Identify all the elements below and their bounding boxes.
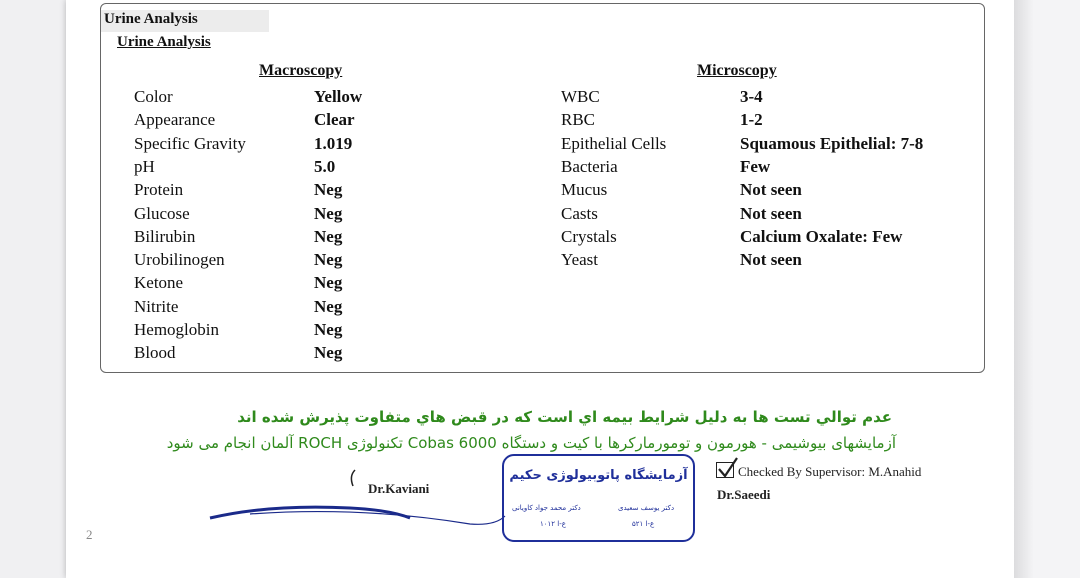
macro-row-value: 5.0 [314, 156, 336, 176]
macro-row-value: Neg [314, 203, 343, 223]
lab-stamp [502, 454, 695, 542]
micro-row-value: 3-4 [740, 87, 763, 106]
note-insurance: عدم توالي تست ها به دليل شرايط بيمه اي است كه در قبض هاي متفاوت پذيرش شده اند [237, 408, 892, 426]
macro-row-value: Clear [314, 110, 355, 130]
doctor-saeedi: Dr.Saeedi [717, 487, 771, 502]
section-header: Urine Analysis [104, 11, 198, 27]
micro-row-label: Epithelial Cells [561, 133, 667, 153]
micro-row-label: Crystals [561, 226, 617, 246]
micro-row-value: Squamous Epithelial: 7-8 [740, 133, 924, 153]
micro-row-value: Not seen [740, 250, 802, 270]
stamp-title: آزمایشگاه پاتوبیولوژی حکیم [509, 468, 688, 483]
macro-row-value: Neg [314, 343, 343, 363]
microscopy-title: Microscopy [697, 62, 777, 79]
macro-row-value: Neg [314, 273, 343, 293]
micro-row-value: Not seen [740, 203, 802, 223]
macro-row-value: Neg [314, 320, 343, 339]
macro-row-label: Urobilinogen [134, 250, 225, 270]
macro-row-label: Color [134, 87, 173, 106]
checkmark-icon [716, 462, 734, 478]
macro-row-value: Neg [314, 180, 343, 200]
macro-row-label: Blood [134, 343, 176, 363]
macro-row-value: 1.019 [314, 133, 353, 153]
macro-row-label: Ketone [134, 273, 184, 293]
macro-row-label: Glucose [134, 203, 190, 223]
macro-row-value: Neg [314, 296, 343, 316]
micro-row-label: RBC [561, 110, 596, 130]
supervisor-check: Checked By Supervisor: M.Anahid [738, 464, 922, 479]
stamp-left-name: دکتر محمد جواد کاویانی [512, 504, 581, 512]
macro-row-label: Nitrite [134, 296, 179, 316]
micro-row-label: Yeast [561, 250, 599, 270]
doctor-kaviani: Dr.Kaviani [368, 481, 430, 496]
micro-row-label: Bacteria [561, 156, 618, 176]
macroscopy-title: Macroscopy [259, 62, 343, 79]
macro-row-value: Neg [314, 250, 343, 270]
note-methodology: آزمایشهای بیوشیمی - هورمون و تومورمارکرها با کیت و دستگاه Cobas 6000 تکنولوژی ROCH آلمان انجام می شود [166, 434, 896, 452]
micro-row-label: Casts [561, 203, 598, 223]
micro-row-label: WBC [561, 87, 600, 106]
macro-row-label: pH [134, 156, 155, 176]
micro-row-value: 1-2 [740, 110, 763, 130]
page-number: 2 [86, 527, 93, 542]
macro-row-label: Hemoglobin [134, 320, 219, 339]
macro-row-label: Bilirubin [134, 226, 196, 246]
macro-row-label: Appearance [134, 110, 216, 130]
stamp-right-code: ع-ا ۵۲۱ [632, 520, 655, 528]
section-subheader: Urine Analysis [117, 34, 211, 50]
micro-row-label: Mucus [561, 180, 608, 200]
stamp-right-name: دکتر یوسف سعیدی [618, 504, 675, 512]
macro-row-value: Yellow [314, 87, 363, 106]
macro-row-value: Neg [314, 226, 343, 246]
micro-row-value: Few [740, 156, 771, 176]
stamp-left-code: ع-ا ۱۰۱۲ [540, 520, 566, 528]
macro-row-label: Protein [134, 180, 184, 200]
macro-row-label: Specific Gravity [134, 133, 246, 153]
micro-row-value: Calcium Oxalate: Few [740, 226, 903, 246]
micro-row-value: Not seen [740, 180, 802, 200]
